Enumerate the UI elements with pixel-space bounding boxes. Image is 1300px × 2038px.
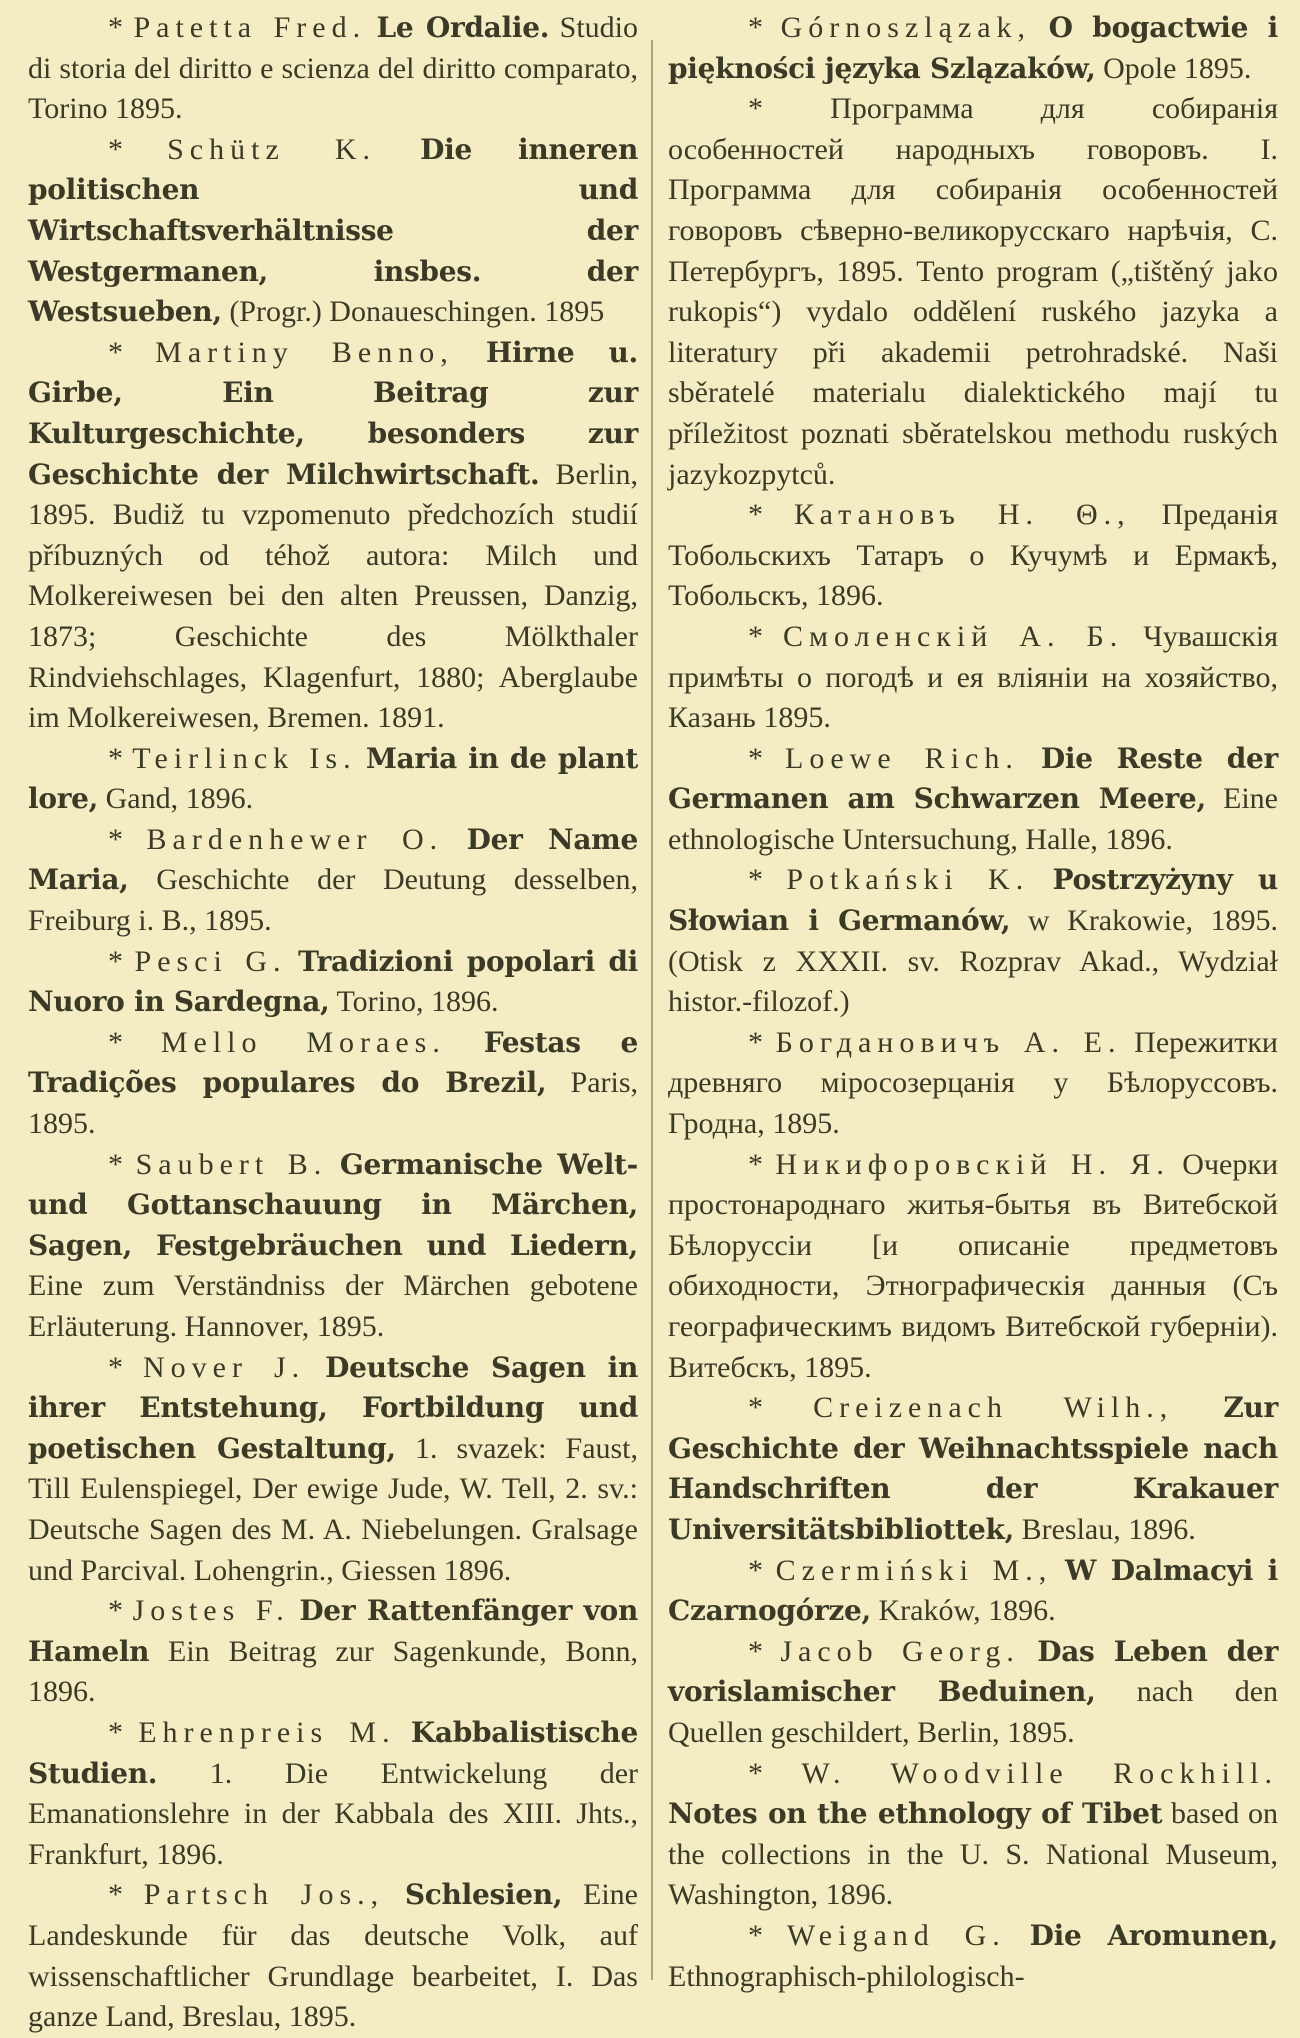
entry-author: Saubert B.: [135, 1147, 328, 1181]
entry-author: Mello Moraes.: [160, 1025, 446, 1059]
entry-author: Schütz K.: [167, 132, 377, 166]
entry-author: Никифоровскій Н. Я.: [775, 1147, 1170, 1181]
entry-details: Очерки простонароднаго житья-бытья въ Витебской Бѣлоруссіи [и описаніе предметовъ обиходности, Этнографическія данныя (Съ географическимъ видомъ Витебской губерніи). Витебскъ, 1895.: [668, 1147, 1278, 1384]
entry-details: Studio di storia del diritto e scienza del diritto comparato, Torino 1895.: [28, 11, 638, 126]
entry-author: Martiny Benno,: [155, 335, 454, 369]
entry-title: Schlesien,: [404, 1878, 563, 1912]
entry-details: Gand, 1896.: [105, 782, 254, 816]
entry-marker: *: [108, 1715, 123, 1749]
entry-title: Maria in de plant lore,: [28, 741, 639, 816]
entry-title: Tradizioni popolari di Nuoro in Sardegna,: [28, 944, 639, 1019]
bibliography-entry: [668, 1754, 1278, 1916]
entry-author: Weigand G.: [786, 1918, 1006, 1952]
entry-author: Смоленскій А. Б.: [783, 619, 1124, 653]
entry-details: Eine ethnologische Untersuchung, Halle, 1896.: [668, 782, 1278, 856]
entry-marker: *: [108, 335, 123, 369]
entry-details: Eine zum Verständniss der Märchen gebotene Erläuterung. Hannover, 1895.: [28, 1269, 638, 1343]
column-divider: [651, 40, 653, 1980]
bibliography-entry: [668, 617, 1278, 739]
entry-title: Der Rattenfänger von Hameln: [28, 1594, 638, 1668]
entry-marker: *: [748, 1756, 763, 1790]
entry-title: Die inneren politischen und Wirtschaftsverhältnisse der Westgermanen, insbes. der Westsueben,: [28, 132, 639, 329]
bibliography-entry: [28, 1023, 638, 1145]
entry-details: 1. Die Entwickelung der Emanationslehre in der Kabbala des XIII. Jhts., Frankfurt, 1896.: [28, 1756, 638, 1871]
entry-marker: *: [748, 741, 763, 775]
entry-author: Patetta Fred.: [133, 11, 367, 44]
bibliography-entry: [668, 739, 1278, 861]
bibliography-entry: [668, 1551, 1278, 1632]
entry-marker: *: [108, 822, 123, 856]
entry-marker: *: [748, 11, 763, 44]
entry-details: (Progr.) Donaueschingen. 1895: [229, 295, 605, 329]
entry-author: Teirlinck Is.: [132, 741, 357, 775]
entry-marker: *: [748, 1634, 763, 1668]
entry-title: Der Name Maria,: [28, 822, 639, 897]
bibliography-entry: [668, 860, 1278, 1022]
entry-details: nach den Quellen geschildert, Berlin, 1895.: [668, 1675, 1279, 1749]
entry-title: W Dalmacyi i Czarnogórze,: [668, 1553, 1279, 1628]
entry-title: Zur Geschichte der Weihnachtsspiele nach Handschriften der Krakauer Universitätsbibliottek,: [668, 1391, 1278, 1546]
bibliography-entry: [28, 8, 638, 130]
entry-marker: *: [108, 1594, 123, 1628]
entry-details: Пережитки древняго міросозерцанія у Бѣлоруссовъ. Гродна, 1895.: [668, 1025, 1278, 1141]
entry-details: Kraków, 1896.: [878, 1594, 1056, 1628]
entry-details: Opole 1895.: [1103, 51, 1252, 85]
bibliography-entry: [28, 333, 638, 739]
entry-title: Die Reste der Germanen am Schwarzen Meere,: [668, 741, 1279, 816]
entry-author: Loewe Rich.: [785, 741, 1019, 775]
entry-title: Hirne u. Girbe, Ein Beitrag zur Kulturgeschichte, besonders zur Geschichte der Milchwirtschaft.: [28, 335, 638, 491]
entry-marker: *: [108, 741, 123, 775]
entry-author: Jostes F.: [132, 1594, 290, 1628]
entry-marker: *: [748, 1147, 763, 1181]
entry-marker: *: [108, 1025, 123, 1059]
entry-marker: *: [748, 863, 763, 897]
entry-details: Geschichte der Deutung desselben, Freiburg i. B., 1895.: [28, 863, 638, 938]
bibliography-entry: [28, 130, 638, 333]
entry-marker: *: [748, 1918, 763, 1952]
entry-marker: *: [108, 132, 123, 166]
entry-details: Berlin, 1895. Budiž tu vzpomenuto předchozích studií příbuzných od téhož autora: Milch und Molkereiwesen bei den alten Preussen, Danzig, 1873; Geschichte des Mölkthaler Rindviehschlages, Klagenfurt, 1880; Aberglaube im Molkereiwesen, Bremen. 1891.: [28, 457, 638, 735]
entry-author: Czermiński M.,: [775, 1553, 1053, 1587]
entry-title: Notes on the ethnology of Tibet: [668, 1797, 1163, 1831]
entry-title: Germanische Welt- und Gottanschauung in Märchen, Sagen, Festgebräuchen und Liedern,: [28, 1147, 639, 1262]
bibliography-entry: [28, 739, 638, 820]
bibliography-entry: [668, 1632, 1278, 1754]
entry-title: Le Ordalie.: [376, 11, 550, 44]
bibliography-entry: [28, 1145, 638, 1348]
entry-marker: *: [748, 1391, 763, 1425]
entry-details: Breslau, 1896.: [1021, 1512, 1196, 1546]
entry-details: based on the collections in the U. S. National Museum, Washington, 1896.: [668, 1797, 1279, 1912]
entry-details: 1. svazek: Faust, Till Eulenspiegel, Der ewige Jude, W. Tell, 2. sv.: Deutsche Sagen des M. A. Niebelungen. Gralsage und Parcival. Lohengrin., Giessen 1896.: [28, 1431, 639, 1587]
entry-details: Torino, 1896.: [336, 985, 499, 1019]
bibliography-entry: [28, 942, 638, 1023]
entry-author: Катановъ Н. Θ.,: [793, 498, 1131, 532]
entry-author: Ehrenpreis M.: [138, 1715, 396, 1749]
entry-author: Górnoszlązak,: [780, 11, 1032, 44]
entry-marker: *: [108, 944, 123, 978]
bibliography-entry: [28, 1348, 638, 1592]
entry-marker: *: [108, 11, 123, 44]
entry-details: Paris, 1895.: [28, 1066, 639, 1141]
entry-marker: *: [748, 498, 763, 532]
entry-details: Программа для собиранія особенностей народныхъ говоровъ. I. Программа для собиранія особенностей говоровъ сѣверно-великорусскаго нарѣчія, С. Петербургъ, 1895. Tento program („tištěný jako rukopis“) vydalo oddělení ruského jazyka a literatury při akademii petrohradské. Naši sběratelé materialu dialektického mají tu příležitost poznati sběratelskou methodu ruských jazykozpytců.: [668, 92, 1278, 491]
entry-details: Ein Beitrag zur Sagenkunde, Bonn, 1896.: [28, 1634, 638, 1709]
entry-marker: *: [748, 1025, 763, 1059]
entry-title: Kabbalistische Studien.: [28, 1715, 638, 1790]
entry-details: Ethnographisch-philologisch-: [668, 1959, 1025, 1993]
entry-marker: *: [108, 1878, 123, 1912]
bibliography-entry: [668, 1023, 1278, 1145]
entry-title: O bogactwie i piękności języka Szlązaków,: [668, 11, 1279, 85]
bibliography-entry: [668, 8, 1278, 89]
entry-author: Богдановичъ А. Е.: [775, 1025, 1122, 1059]
bibliography-entry: [668, 1388, 1278, 1550]
entry-author: Potkański K.: [786, 863, 1030, 897]
entry-marker: *: [108, 1350, 123, 1384]
entry-author: Bardenhewer O.: [146, 822, 444, 856]
entry-title: Das Leben der vorislamischer Beduinen,: [668, 1634, 1279, 1709]
bibliography-entry: [28, 820, 638, 942]
entry-marker: *: [748, 92, 763, 126]
bibliography-entry: [28, 1591, 638, 1713]
entry-author: Jacob Georg.: [780, 1634, 1020, 1668]
entry-details: Преданія Тобольскихъ Татаръ о Кучумѣ и Ермакѣ, Тобольскъ, 1896.: [668, 498, 1278, 613]
entry-marker: *: [748, 1553, 763, 1587]
entry-author: Nover J.: [143, 1350, 306, 1384]
bibliography-entry: [28, 1713, 638, 1875]
bibliography-entry: [668, 1145, 1278, 1389]
entry-author: Partsch Jos.,: [143, 1878, 385, 1912]
entry-details: Чувашскія примѣты о погодѣ и ея вліяніи на хозяйство, Казань 1895.: [668, 619, 1279, 735]
entry-author: W. Woodville Rockhill.: [801, 1756, 1278, 1790]
entry-marker: *: [108, 1147, 123, 1181]
entry-title: Die Aromunen,: [1029, 1918, 1279, 1952]
entry-title: Deutsche Sagen in ihrer Entstehung, Fortbildung und poetischen Gestaltung,: [28, 1350, 639, 1465]
bibliography-entry: [668, 495, 1278, 617]
entry-author: Pesci G.: [134, 944, 287, 978]
entry-title: Festas e Tradições populares do Brezil,: [28, 1025, 639, 1100]
entry-title: Postrzyżyny u Słowian i Germanów,: [668, 863, 1278, 938]
entry-details: w Krakowie, 1895. (Otisk z XXXII. sv. Rozprav Akad., Wydział histor.-filozof.): [668, 904, 1279, 1019]
right-column: [668, 8, 1278, 1997]
left-column: [28, 8, 638, 2038]
entry-details: Eine Landeskunde für das deutsche Volk, auf wissenschaftlicher Grundlage bearbeitet, I. Das ganze Land, Breslau, 1895.: [28, 1878, 638, 2034]
entry-author: Creizenach Wilh.,: [813, 1391, 1174, 1425]
bibliography-entry: [668, 1916, 1278, 1997]
bibliography-entry: [668, 89, 1278, 495]
entry-marker: *: [748, 619, 763, 653]
bibliography-entry: [28, 1875, 638, 2037]
